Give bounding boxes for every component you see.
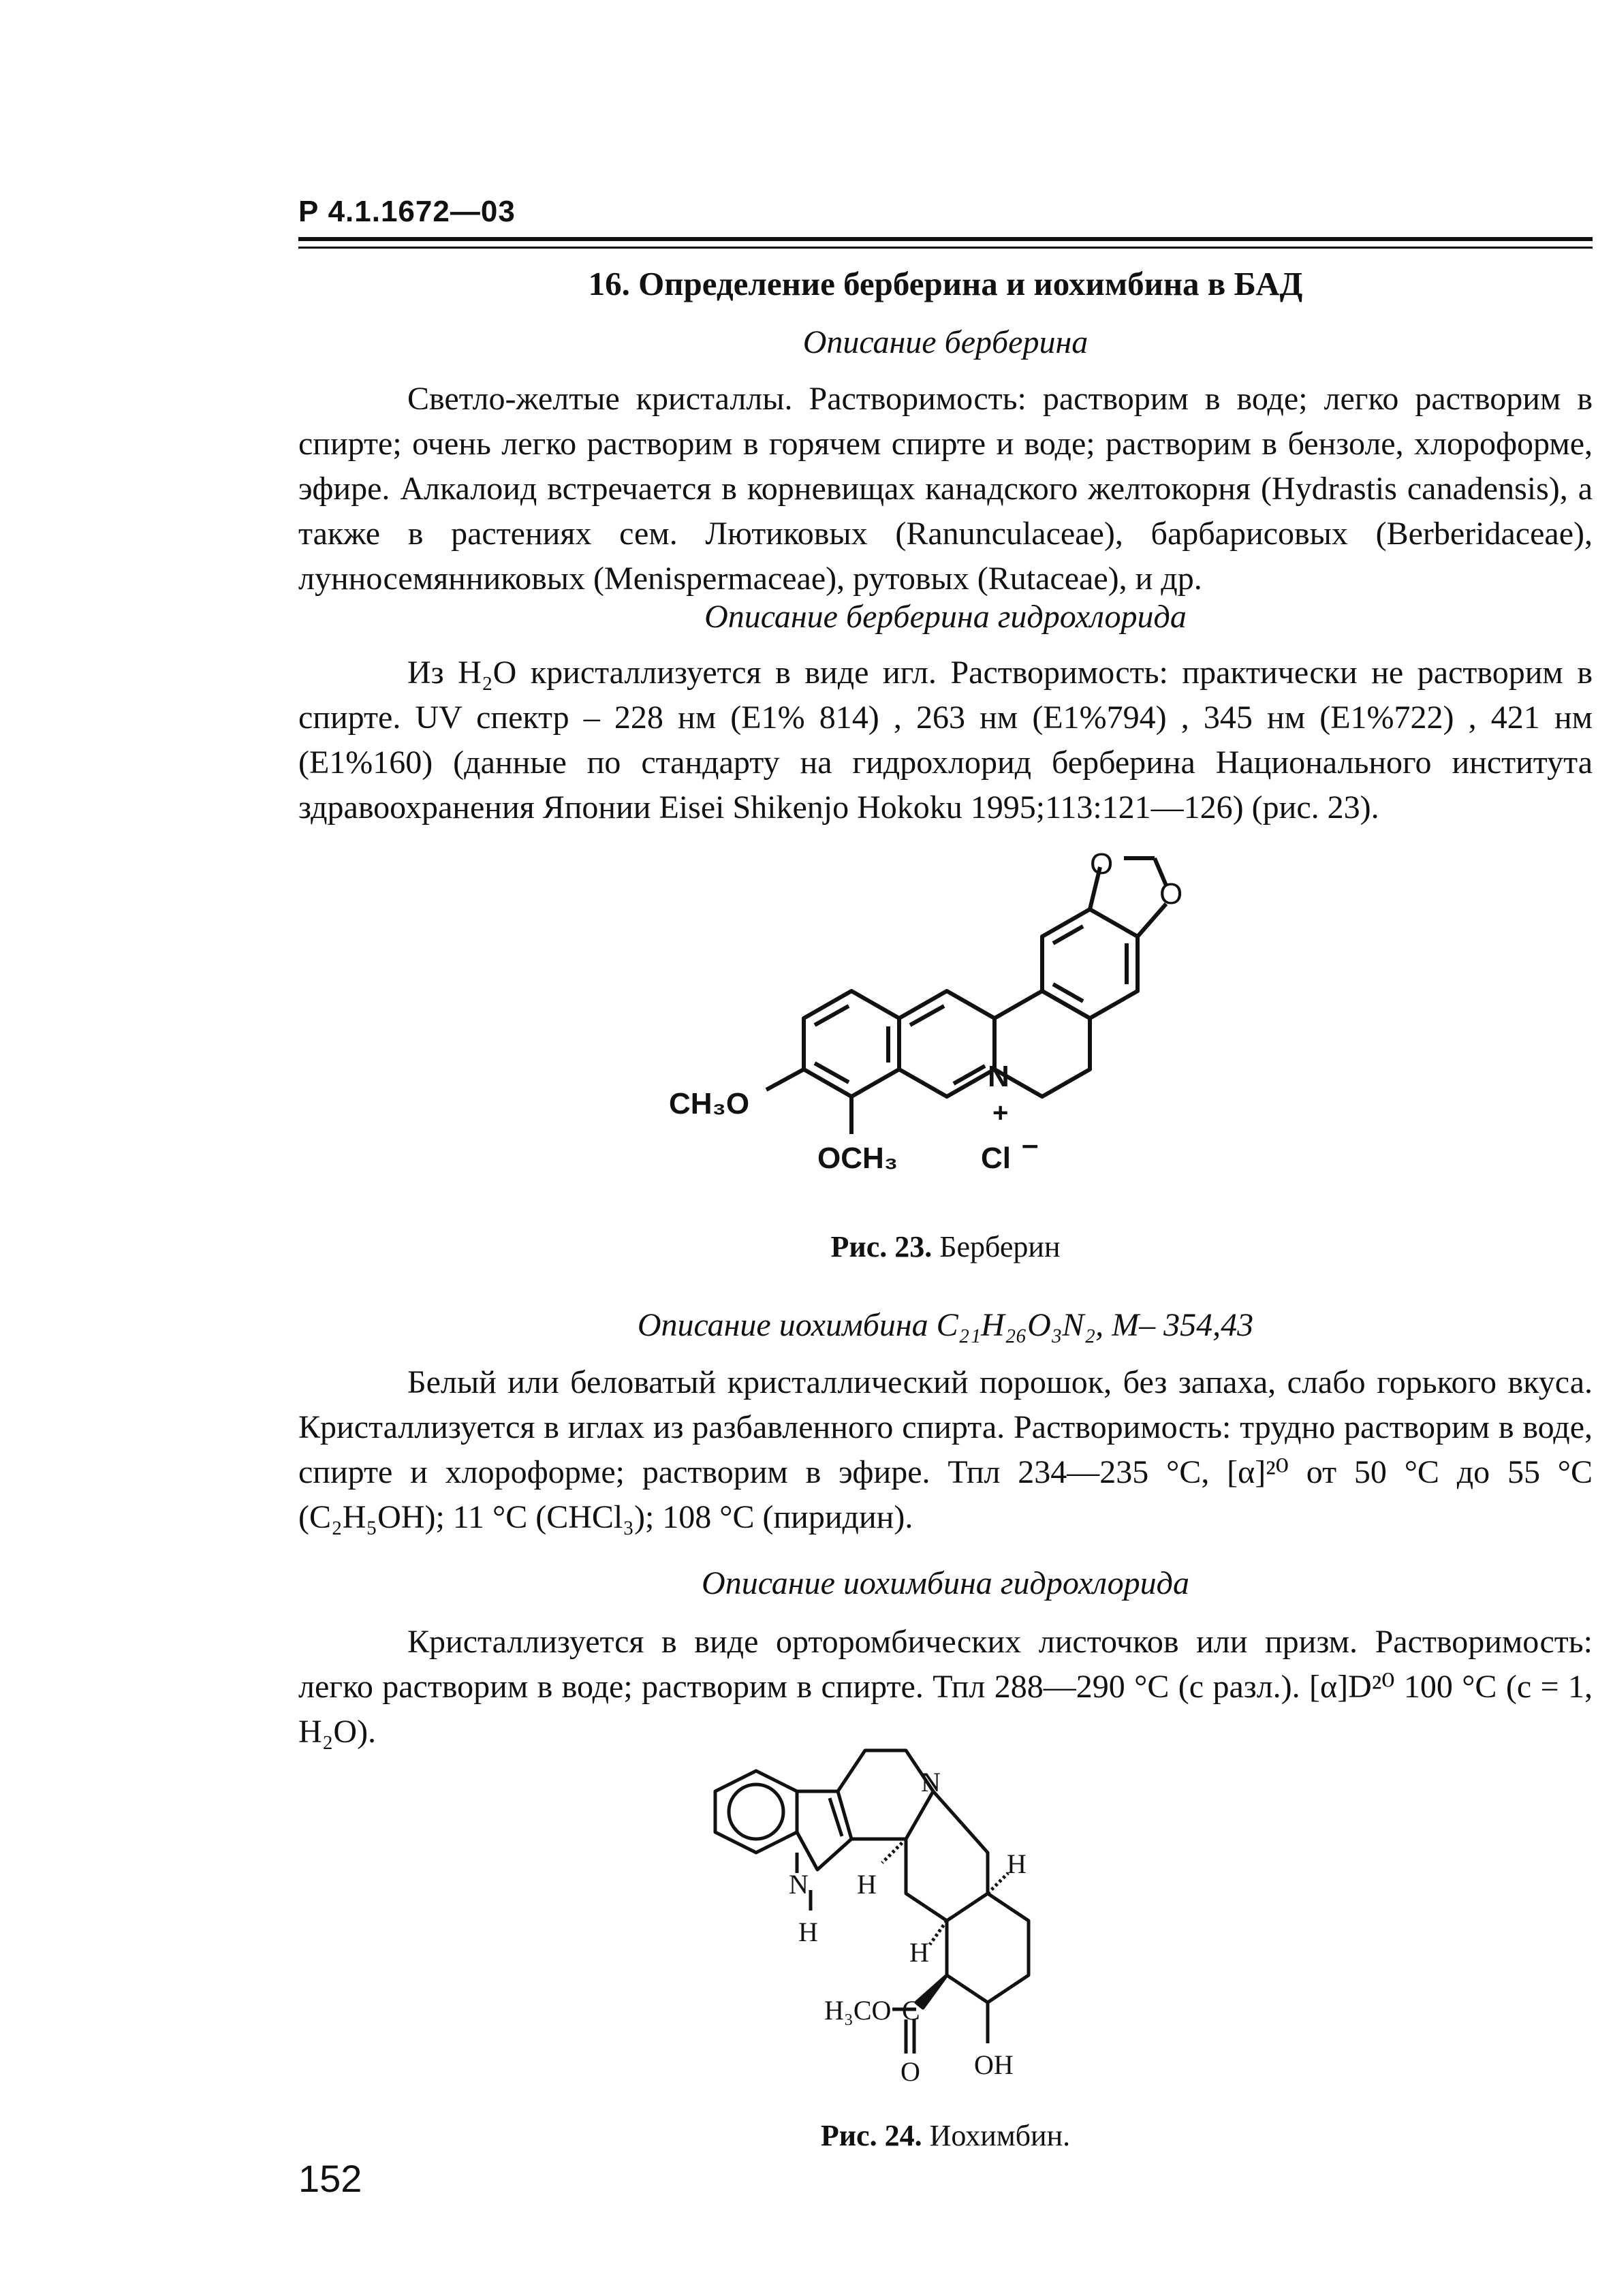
berberine-description: Светло-желтые кристаллы. Растворимость: растворим в воде; легко растворим в спирте; очень легко растворим в горячем спирте и воде; растворим в бензоле, хлороформе, эфире. Алкалоид встречается в корневищах канадского желтокорня (Hydrastis canadensis), а также в растениях сем. Лютиковых (Ranunculaceae), барбарисовых (Berberidaceae), лунносемянниковых (Menispermaceae), рутовых (Rutaceae), и др. bbox=[298, 381, 1593, 597]
carbonyl-oxygen: O bbox=[901, 2056, 920, 2087]
ester-methoxy-group: H₃CO bbox=[824, 1995, 892, 2026]
h-indole-nh: H bbox=[798, 1917, 818, 1947]
berberine-hcl-description: Из H₂O кристаллизуется в виде игл. Растворимость: практически не растворим в спирте. UV спектр – 228 нм (E1% 814) , 263 нм (E1%794) , 345 нм (E1%722) , 421 нм (E1%160) (данные по стандарту на гидрохлорид берберина Национального института здравоохранения Японии Eisei Shikenjo Hokoku 1995;113:121—126) (рис. 23). bbox=[298, 655, 1593, 825]
yohimbine-structure bbox=[708, 1744, 1172, 2125]
h-stereo-15: H bbox=[909, 1937, 929, 1968]
och3-group: OCH₃ bbox=[817, 1142, 898, 1175]
ring-d bbox=[1042, 909, 1138, 1018]
yohimbine-hcl-description: Кристаллизуется в виде орторомбических листочков или призм. Растворимость: легко растворим в воде; растворим в спирте. Тпл 288—290 °С (с разл.). [α]D²⁰ 100 °С (с = 1, H₂O). bbox=[298, 1624, 1593, 1750]
figure-23-caption bbox=[298, 1229, 1593, 1264]
yohimbine-subtitle: Описание иохимбина C₂₁H₂₆O₃N₂, M– 354,43 bbox=[637, 1307, 1254, 1343]
hydroxyl-group: OH bbox=[974, 2049, 1014, 2080]
h-stereo-20: H bbox=[1007, 1849, 1027, 1879]
berberine-structure bbox=[654, 828, 1253, 1223]
n-atom-indole: N bbox=[789, 1869, 809, 1900]
figure-23-number: Рис. 23. bbox=[830, 1230, 933, 1263]
page-number: 152 bbox=[298, 2157, 362, 2200]
yohimbine-hcl-subtitle: Описание иохимбина гидрохлорида bbox=[702, 1565, 1189, 1601]
berberine-hcl-subtitle: Описание берберина гидрохлорида bbox=[704, 599, 1187, 635]
chloride-ion: Cl bbox=[981, 1142, 1011, 1175]
n-atom-quinolizidine: N bbox=[921, 1767, 941, 1797]
chloride-charge: – bbox=[1022, 1128, 1039, 1161]
o-atom-1: O bbox=[1090, 847, 1114, 881]
figure-24-number: Рис. 24. bbox=[820, 2119, 922, 2152]
document-code: Р 4.1.1672—03 bbox=[298, 195, 516, 228]
n-plus-charge: + bbox=[992, 1098, 1009, 1128]
o-atom-2: O bbox=[1159, 877, 1183, 911]
figure-24-title: Иохимбин. bbox=[922, 2119, 1071, 2152]
ch3o-group: CH₃O bbox=[669, 1087, 750, 1120]
n-atom: N bbox=[988, 1060, 1009, 1093]
h-stereo-3: H bbox=[857, 1869, 877, 1900]
section-title: 16. Определение берберина и иохимбина в БАД bbox=[588, 265, 1303, 302]
carbonyl-carbon: C bbox=[902, 1995, 920, 2026]
berberine-subtitle: Описание берберина bbox=[802, 324, 1089, 360]
figure-24-caption bbox=[298, 2118, 1593, 2153]
ring-b bbox=[899, 991, 995, 1097]
header-rule-thin bbox=[298, 247, 1593, 249]
figure-23-title: Берберин bbox=[932, 1230, 1061, 1263]
header-rule-thick bbox=[298, 237, 1593, 241]
ring-a bbox=[804, 991, 899, 1097]
yohimbine-description: Белый или беловатый кристаллический порошок, без запаха, слабо горького вкуса. Кристаллизуется в иглах из разбавленного спирта. Растворимость: трудно растворим в воде, спирте и хлороформе; растворим в эфире. Тпл 234—235 °С, [α]²⁰ от 50 °С до 55 °С (C₂H₅OH); 11 °С (CHCl₃); 108 °С (пиридин). bbox=[298, 1364, 1593, 1535]
